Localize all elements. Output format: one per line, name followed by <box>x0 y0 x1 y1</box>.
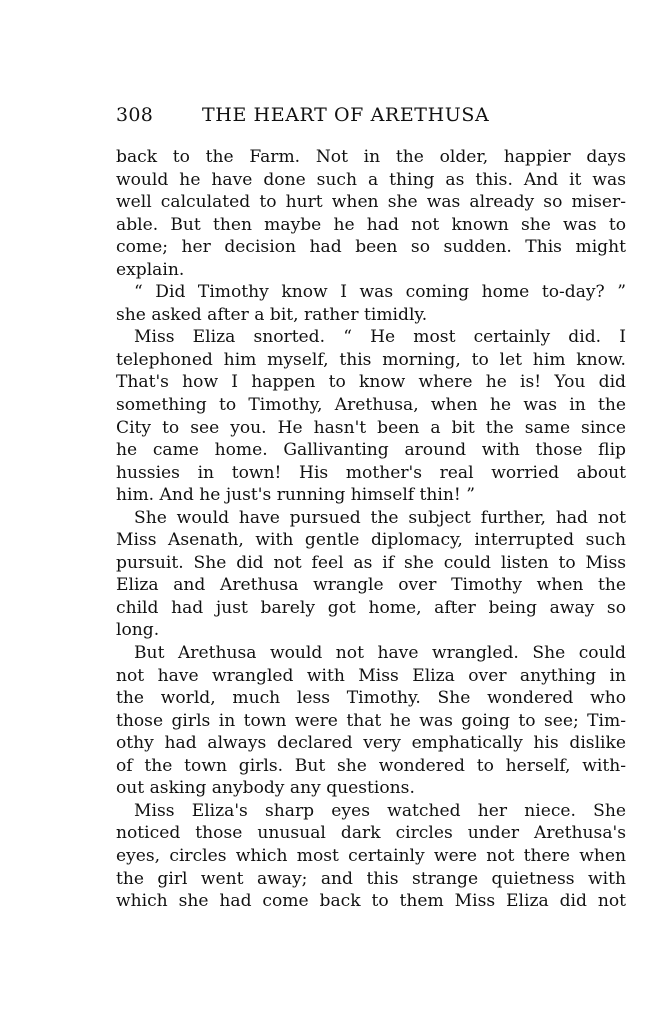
text-line: back to the Farm. Not in the older, happier days <box>116 147 626 167</box>
text-line: those girls in town were that he was going to see; Tim- <box>116 710 626 731</box>
running-head <box>116 104 628 134</box>
text-line: something to Timothy, Arethusa, when he was in the <box>116 395 626 416</box>
text-line: Eliza and Arethusa wrangle over Timothy when the <box>116 575 626 596</box>
text-line: explain. <box>116 259 185 280</box>
text-line: which she had come back to them Miss Eliza did not <box>116 891 626 912</box>
text-line: she asked after a bit, rather timidly. <box>116 304 428 325</box>
text-line: Miss Eliza's sharp eyes watched her niece. She <box>134 800 626 821</box>
text-line: not have wrangled with Miss Eliza over anything in <box>116 665 626 686</box>
page-number: 308 <box>116 104 154 126</box>
text-line: She would have pursued the subject further, had not <box>134 507 626 528</box>
text-line: Miss Asenath, with gentle diplomacy, interrupted such <box>116 530 626 551</box>
text-line: child had just barely got home, after being away so <box>116 597 626 618</box>
text-line: the world, much less Timothy. She wondered who <box>116 688 626 709</box>
text-line: come; her decision had been so sudden. This might <box>116 237 626 258</box>
text-line: Miss Eliza snorted. “ He most certainly did. I <box>134 327 626 348</box>
text-line: pursuit. She did not feel as if she could listen to Miss <box>116 552 626 573</box>
text-line: That's how I happen to know where he is! You did <box>116 372 626 393</box>
text-line: him. And he just's running himself thin! ” <box>116 485 475 506</box>
text-line: of the town girls. But she wondered to herself, with- <box>116 755 626 776</box>
text-line: But Arethusa would not have wrangled. She could <box>134 643 626 664</box>
body-text <box>116 146 626 913</box>
text-line: out asking anybody any questions. <box>116 778 415 799</box>
text-line: noticed those unusual dark circles under Arethusa's <box>116 823 626 844</box>
text-line: othy had always declared very emphatically his dislike <box>116 733 626 754</box>
text-line: the girl went away; and this strange quietness with <box>116 868 626 889</box>
book-title: THE HEART OF ARETHUSA <box>202 104 490 126</box>
text-line: hussies in town! His mother's real worried about <box>116 462 626 483</box>
text-line: City to see you. He hasn't been a bit the same since <box>116 417 626 438</box>
text-line: able. But then maybe he had not known she was to <box>116 214 626 235</box>
text-line: long. <box>116 620 160 641</box>
text-line: “ Did Timothy know I was coming home to-day? ” <box>134 282 626 303</box>
text-line: would he have done such a thing as this. And it was <box>116 169 626 190</box>
text-line: he came home. Gallivanting around with those flip <box>116 440 626 461</box>
text-line: telephoned him myself, this morning, to let him know. <box>116 349 626 370</box>
text-line: well calculated to hurt when she was already so miser- <box>116 192 626 213</box>
text-line: eyes, circles which most certainly were not there when <box>116 845 626 866</box>
